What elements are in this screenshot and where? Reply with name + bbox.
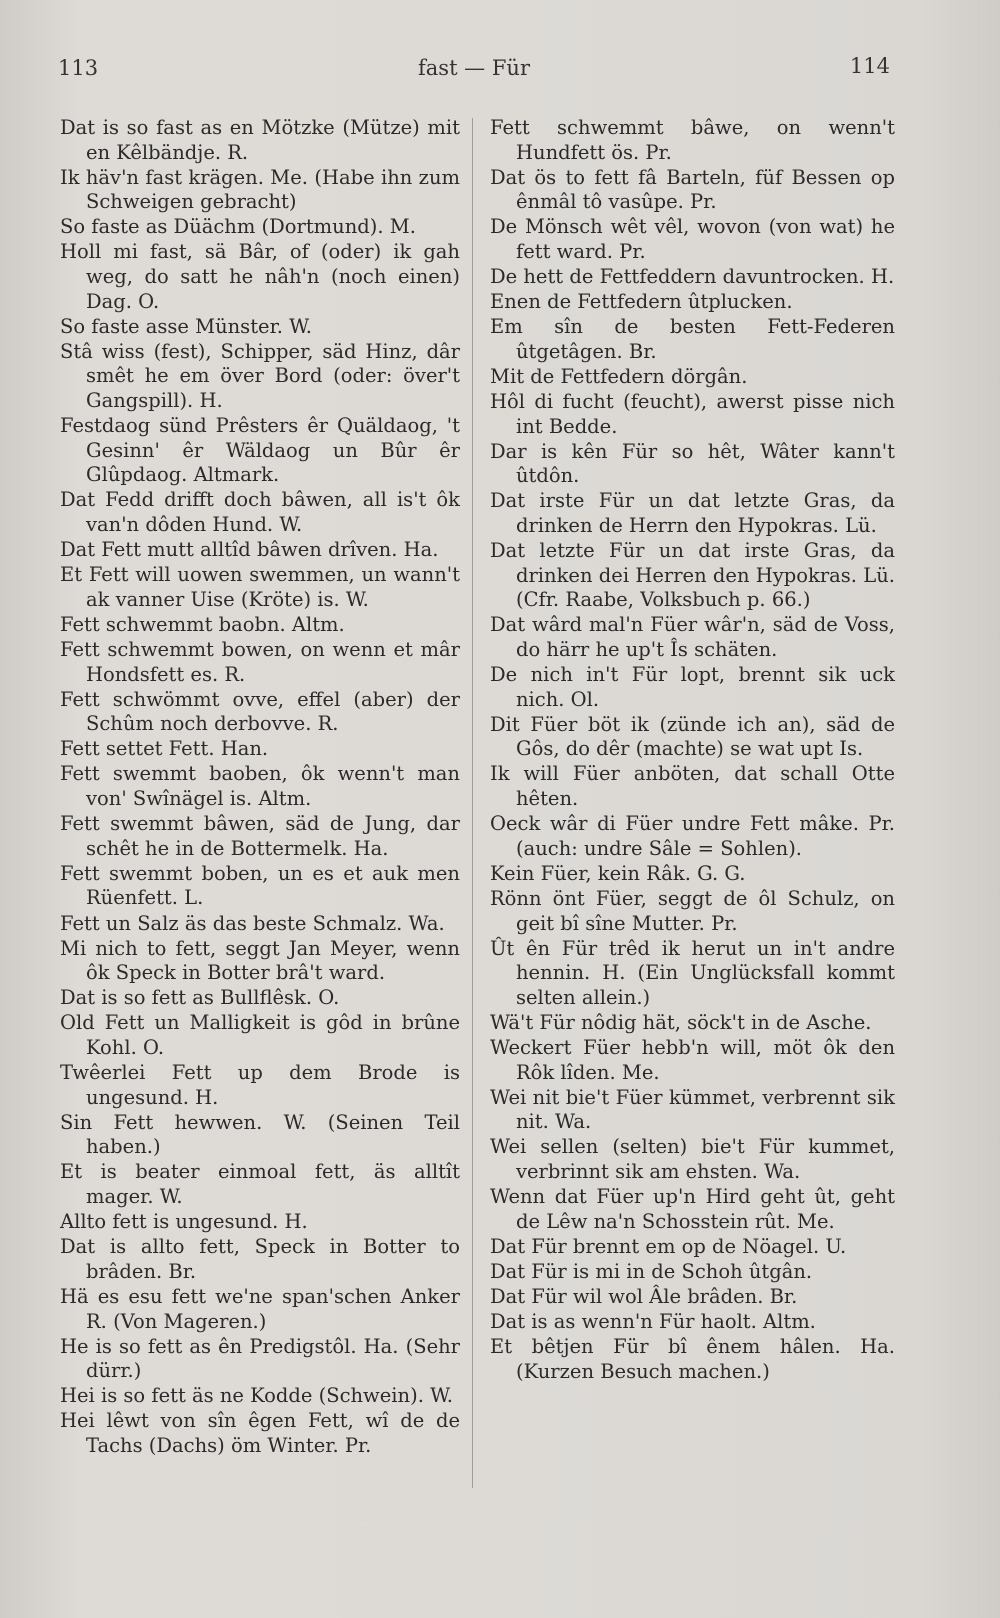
proverb-entry: Ût ên Für trêd ik herut un in't andre hennin. H. (Ein Unglücksfall kommt selten allein.) [490, 936, 895, 1009]
proverb-entry: Dat wârd mal'n Füer wâr'n, säd de Voss, do härr he up't Îs schäten. [490, 613, 895, 661]
proverb-entry: Fett schwemmt bowen, on wenn et mâr Hondsfett es. R. [60, 637, 460, 686]
column-divider [472, 118, 473, 1488]
proverb-entry: Fett settet Fett. Han. [60, 737, 269, 761]
proverb-entry: Dat is allto fett, Speck in Botter to brâden. Br. [60, 1235, 460, 1283]
proverb-entry: Dat Für wil wol Âle brâden. Br. [490, 1284, 798, 1308]
proverb-entry: Enen de Fettfedern ûtplucken. [490, 290, 793, 314]
proverb-entry: Holl mi fast, sä Bâr, of (oder) ik gah weg, do satt he nâh'n (noch einen) Dag. O. [60, 240, 460, 313]
proverb-entry: Hôl di fucht (feucht), awerst pisse nich int Bedde. [490, 390, 895, 438]
proverb-entry: Dat is so fett as Bullflêsk. O. [60, 986, 340, 1010]
proverb-entry: Oeck wâr di Füer undre Fett mâke. Pr. (auch: undre Sâle = Sohlen). [490, 812, 895, 860]
proverb-entry: Old Fett un Malligkeit is gôd in brûne Kohl. O. [60, 1011, 460, 1059]
proverb-entry: Mi nich to fett, seggt Jan Meyer, wenn ôk Speck in Botter brâ't ward. [60, 936, 460, 985]
proverb-entry: Kein Füer, kein Râk. G. G. [490, 861, 746, 885]
page-header [58, 56, 890, 86]
proverb-entry: Dat is so fast as en Mötzke (Mütze) mit en Kêlbändje. R. [60, 116, 460, 164]
proverb-entry: Ik will Füer anböten, dat schall Otte hêten. [490, 762, 895, 811]
proverb-entry: Allto fett is ungesund. H. [60, 1210, 308, 1234]
proverb-entry: Stâ wiss (fest), Schipper, säd Hinz, dâr smêt he em över Bord (oder: över't Gangspill). H. [60, 339, 460, 413]
proverb-entry: Em sîn de besten Fett-Federen ûtgetâgen. Br. [490, 315, 895, 363]
page-number-left: 113 [58, 56, 99, 80]
proverb-entry: Et is beater einmoal fett, äs alltît mager. W. [60, 1160, 460, 1209]
proverb-entry: Wei sellen (selten) bie't Für kummet, verbrinnt sik am ehsten. Wa. [490, 1135, 895, 1183]
proverb-entry: So faste asse Münster. W. [60, 314, 312, 338]
proverb-entry: Sin Fett hewwen. W. (Seinen Teil haben.) [60, 1110, 460, 1159]
proverb-entry: Dat letzte Für un dat irste Gras, da drinken dei Herren den Hypokras. Lü. (Cfr. Raabe, Volksbuch p. 66.) [490, 539, 895, 612]
proverb-entry: Fett schwömmt ovve, effel (aber) der Schûm noch derbovve. R. [60, 687, 460, 736]
proverb-entry: Dat Für is mi in de Schoh ûtgân. [490, 1259, 813, 1283]
proverb-entry: Dat Für brennt em op de Nöagel. U. [490, 1234, 847, 1258]
proverb-entry: Festdaog sünd Prêsters êr Quäldaog, 't Gesinn' êr Wäldaog un Bûr êr Glûpdaog. Altmark. [60, 414, 460, 487]
proverb-entry: Mit de Fettfedern dörgân. [490, 364, 748, 388]
proverb-entry: Hä es esu fett we'ne span'schen Anker R. (Von Mageren.) [60, 1284, 460, 1333]
proverb-entry: Wä't Für nôdig hät, söck't in de Asche. [490, 1010, 872, 1034]
running-title: fast — Für [418, 56, 530, 80]
proverb-entry: Dat Fett mutt alltîd bâwen drîven. Ha. [60, 538, 439, 562]
proverb-entry: Weckert Füer hebb'n will, möt ôk den Rôk lîden. Me. [490, 1035, 895, 1084]
proverb-entry: De nich in't Für lopt, brennt sik uck nich. Ol. [490, 663, 895, 711]
proverb-entry: Ik häv'n fast krägen. Me. (Habe ihn zum Schweigen gebracht) [60, 165, 460, 214]
left-column [60, 116, 460, 1459]
proverb-entry: Wei nit bie't Füer kümmet, verbrennt sik nit. Wa. [490, 1085, 895, 1134]
proverb-entry: Fett schwemmt baobn. Altm. [60, 612, 345, 636]
right-column [490, 116, 895, 1385]
proverb-entry: Dat Fedd drifft doch bâwen, all is't ôk van'n dôden Hund. W. [60, 488, 460, 536]
proverb-entry: Dar is kên Für so hêt, Wâter kann't ûtdôn. [490, 439, 895, 488]
proverb-entry: Fett un Salz äs das beste Schmalz. Wa. [60, 911, 445, 935]
proverb-entry: Fett swemmt bâwen, säd de Jung, dar schêt he in de Bottermelk. Ha. [60, 812, 460, 860]
proverb-entry: Fett schwemmt bâwe, on wenn't Hundfett ös. Pr. [490, 116, 895, 164]
proverb-entry: Hei is so fett äs ne Kodde (Schwein). W. [60, 1384, 453, 1408]
proverb-entry: Et bêtjen Für bî ênem hâlen. Ha. (Kurzen Besuch machen.) [490, 1335, 895, 1383]
proverb-entry: So faste as Düächm (Dortmund). M. [60, 215, 416, 239]
proverb-entry: Hei lêwt von sîn êgen Fett, wî de de Tachs (Dachs) öm Winter. Pr. [60, 1409, 460, 1457]
proverb-entry: Dat ös to fett fâ Barteln, füf Bessen op ênmâl tô vasûpe. Pr. [490, 165, 895, 214]
proverb-entry: Wenn dat Füer up'n Hird geht ût, geht de Lêw na'n Schosstein rût. Me. [490, 1185, 895, 1233]
proverb-entry: De hett de Fettfeddern davuntrocken. H. [490, 265, 895, 289]
proverb-entry: Twêerlei Fett up dem Brode is ungesund. H. [60, 1061, 460, 1109]
proverb-entry: Rönn önt Füer, seggt de ôl Schulz, on geit bî sîne Mutter. Pr. [490, 886, 895, 935]
proverb-entry: Fett swemmt boben, un es et auk men Rüenfett. L. [60, 861, 460, 910]
proverb-entry: Fett swemmt baoben, ôk wenn't man von' Swînägel is. Altm. [60, 762, 460, 811]
proverb-entry: Et Fett will uowen swemmen, un wann't ak vanner Uise (Kröte) is. W. [60, 563, 460, 611]
proverb-entry: Dat irste Für un dat letzte Gras, da drinken de Herrn den Hypokras. Lü. [490, 489, 895, 537]
proverb-entry: Dit Füer böt ik (zünde ich an), säd de Gôs, do dêr (machte) se wat upt Is. [490, 712, 895, 761]
proverb-entry: He is so fett as ên Predigstôl. Ha. (Sehr dürr.) [60, 1334, 460, 1383]
proverb-entry: Dat is as wenn'n Für haolt. Altm. [490, 1310, 816, 1333]
proverb-entry: De Mönsch wêt vêl, wovon (von wat) he fett ward. Pr. [490, 215, 895, 263]
page-number-right: 114 [849, 54, 890, 78]
